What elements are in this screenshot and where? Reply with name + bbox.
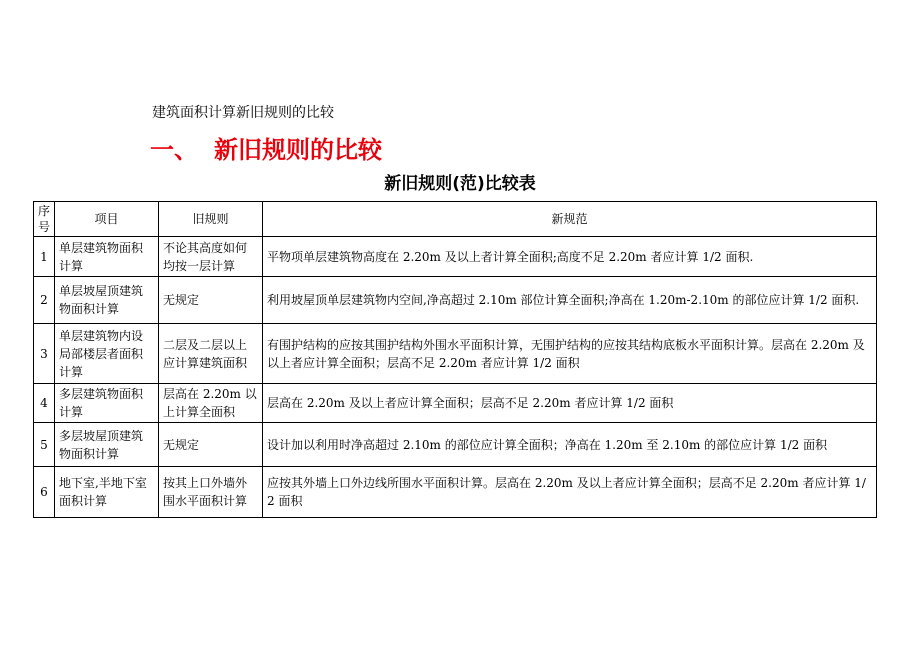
table-row (34, 467, 877, 518)
table-row (34, 423, 877, 467)
section-heading-text: 新旧规则的比较 (214, 136, 382, 164)
row-new-rule: 设计加以利用时净高超过 2.10m 的部位应计算全面积；净高在 1.20m 至 2.10m 的部位应计算 1/2 面积 (263, 423, 877, 467)
row-old-rule: 二层及二层以上应计算建筑面积 (159, 324, 263, 384)
section-heading (150, 135, 382, 165)
row-new-rule: 应按其外墙上口外边线所围水平面积计算。层高在 2.20m 及以上者应计算全面积；层高不足 2.20m 者应计算 1/2 面积 (263, 467, 877, 518)
table-row (34, 384, 877, 423)
table-row (34, 277, 877, 324)
row-old-rule: 层高在 2.20m 以上计算全面积 (159, 384, 263, 423)
section-number: 一、 (150, 136, 198, 164)
row-no: 1 (34, 237, 55, 277)
row-old-rule: 无规定 (159, 423, 263, 467)
header-no: 序号 (34, 202, 55, 237)
row-item: 单层建筑物内设局部楼层者面积计算 (55, 324, 159, 384)
row-no: 5 (34, 423, 55, 467)
header-item: 项目 (55, 202, 159, 237)
row-item: 单层建筑物面积计算 (55, 237, 159, 277)
row-new-rule: 层高在 2.20m 及以上者应计算全面积；层高不足 2.20m 者应计算 1/2 面积 (263, 384, 877, 423)
row-old-rule: 不论其高度如何均按一层计算 (159, 237, 263, 277)
row-no: 6 (34, 467, 55, 518)
comparison-table (33, 201, 877, 518)
row-old-rule: 按其上口外墙外围水平面积计算 (159, 467, 263, 518)
header-new-rule: 新规范 (263, 202, 877, 237)
table-row (34, 237, 877, 277)
row-no: 2 (34, 277, 55, 324)
table-caption: 新旧规则(范)比较表 (384, 174, 536, 194)
row-item: 多层建筑物面积计算 (55, 384, 159, 423)
row-new-rule: 平物项单层建筑物高度在 2.20m 及以上者计算全面积;高度不足 2.20m 者应计算 1/2 面积. (263, 237, 877, 277)
row-item: 单层坡屋顶建筑物面积计算 (55, 277, 159, 324)
row-item: 多层坡屋顶建筑物面积计算 (55, 423, 159, 467)
header-old-rule: 旧规则 (159, 202, 263, 237)
row-no: 4 (34, 384, 55, 423)
row-new-rule: 有围护结构的应按其围护结构外围水平面积计算，无围护结构的应按其结构底板水平面积计算。层高在 2.20m 及以上者应计算全面积；层高不足 2.20m 者应计算 1/2 面积 (263, 324, 877, 384)
document-title: 建筑面积计算新旧规则的比较 (152, 105, 334, 121)
row-no: 3 (34, 324, 55, 384)
row-item: 地下室,半地下室面积计算 (55, 467, 159, 518)
row-new-rule: 利用坡屋顶单层建筑物内空间,净高超过 2.10m 部位计算全面积;净高在 1.20m-2.10m 的部位应计算 1/2 面积. (263, 277, 877, 324)
table-row (34, 324, 877, 384)
table-header-row (34, 202, 877, 237)
row-old-rule: 无规定 (159, 277, 263, 324)
